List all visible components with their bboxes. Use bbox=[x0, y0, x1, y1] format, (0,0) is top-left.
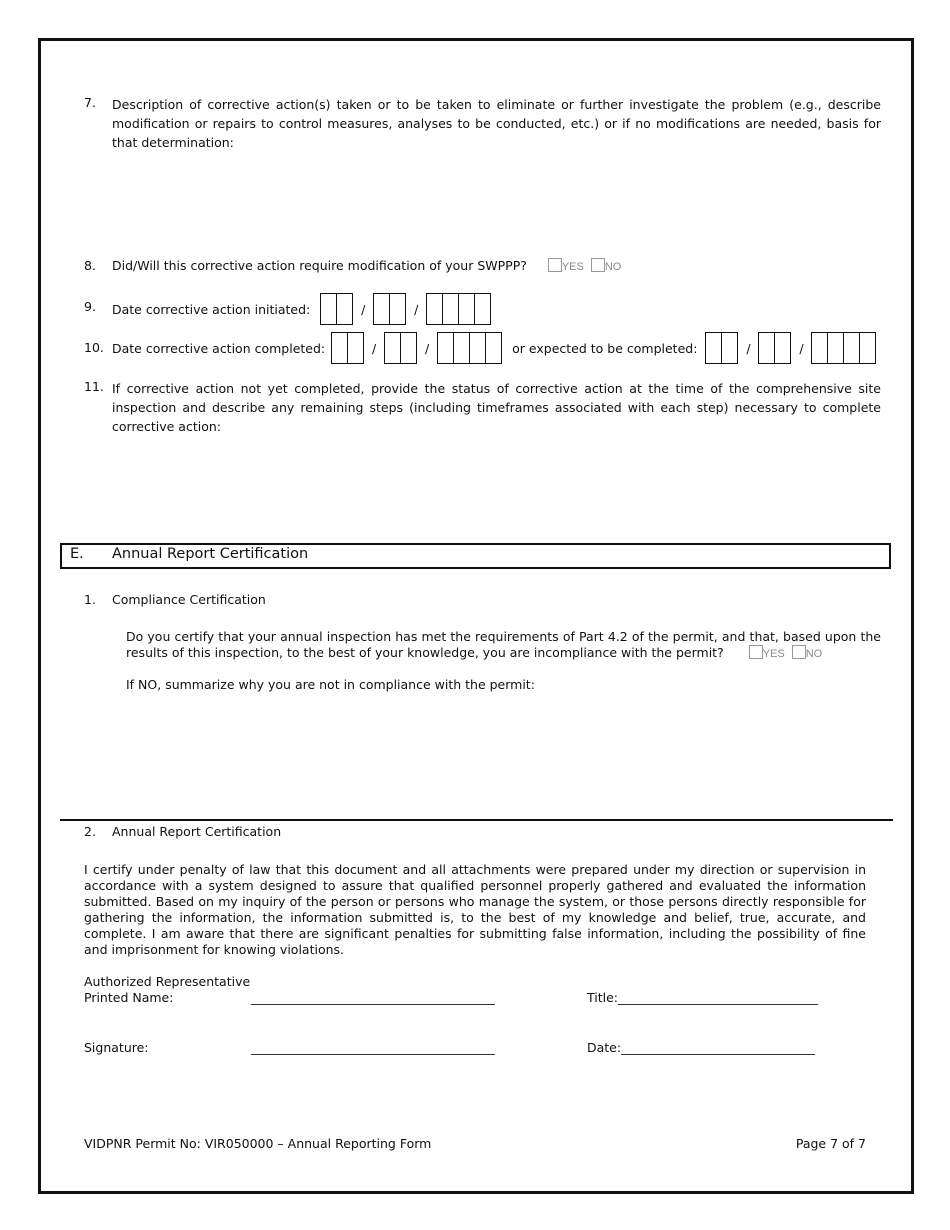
compliance-yes-checkbox[interactable] bbox=[749, 645, 763, 659]
compliance-title: Compliance Certification bbox=[112, 592, 266, 607]
item-11-text: If corrective action not yet completed, provide the status of corrective action at the time of the comprehensive site inspection and describe any remaining steps (including timeframes associated with each step) necessary to complete corrective action: bbox=[112, 381, 881, 434]
item-7-text: Description of corrective action(s) taken or to be taken to eliminate or further investigate the problem (e.g., describe modification or repairs to control measures, analyses to be conducted, etc.) or if no modifications are needed, basis for that determination: bbox=[112, 97, 881, 150]
initiated-day-input[interactable] bbox=[373, 293, 406, 325]
title-field[interactable]: Title:________________________________ bbox=[587, 990, 818, 1005]
date-field[interactable]: Date:_______________________________ bbox=[587, 1040, 815, 1055]
signature-field[interactable]: _______________________________________ bbox=[251, 1040, 495, 1055]
certification-title: Annual Report Certification bbox=[112, 824, 282, 839]
footer-page-number: Page 7 of 7 bbox=[795, 1136, 866, 1151]
date-separator: / bbox=[799, 340, 804, 356]
completed-year-input[interactable] bbox=[437, 332, 502, 364]
signature-label: Signature: bbox=[84, 1040, 149, 1055]
yes-label: YES bbox=[561, 261, 584, 273]
item-8-text: Did/Will this corrective action require modification of your SWPPP? bbox=[112, 258, 527, 273]
item-10-row bbox=[112, 332, 876, 364]
no-label: NO bbox=[604, 261, 622, 273]
expected-year-input[interactable] bbox=[811, 332, 876, 364]
date-separator: / bbox=[414, 301, 419, 317]
footer-permit: VIDPNR Permit No: VIR050000 – Annual Reporting Form bbox=[84, 1136, 432, 1151]
compliance-no-checkbox[interactable] bbox=[792, 645, 806, 659]
item-9-text: Date corrective action initiated: bbox=[112, 301, 311, 317]
compliance-if-no: If NO, summarize why you are not in compliance with the permit: bbox=[126, 677, 535, 692]
printed-name-field[interactable]: _______________________________________ bbox=[251, 990, 495, 1005]
yes-label: YES bbox=[762, 648, 785, 660]
rep-label: Authorized Representative bbox=[84, 974, 251, 989]
certification-number: 2. bbox=[84, 824, 96, 839]
swppp-yes-checkbox[interactable] bbox=[548, 258, 562, 272]
item-10-number: 10. bbox=[84, 340, 104, 355]
item-8-number: 8. bbox=[84, 258, 96, 273]
page-frame bbox=[38, 38, 914, 1194]
expected-month-input[interactable] bbox=[705, 332, 738, 364]
swppp-no-checkbox[interactable] bbox=[591, 258, 605, 272]
item-8-row bbox=[112, 258, 621, 273]
compliance-question bbox=[126, 629, 881, 662]
section-e-header bbox=[60, 543, 891, 569]
compliance-number: 1. bbox=[84, 592, 96, 607]
expected-completion-text: or expected to be completed: bbox=[512, 340, 698, 356]
completed-day-input[interactable] bbox=[384, 332, 417, 364]
date-separator: / bbox=[746, 340, 751, 356]
item-9-row bbox=[112, 293, 491, 325]
divider bbox=[60, 819, 893, 821]
compliance-question-text: Do you certify that your annual inspection has met the requirements of Part 4.2 of the permit, and that, based upon the results of this inspection, to the best of your knowledge, you are incompliance with the permit? bbox=[126, 629, 881, 660]
initiated-month-input[interactable] bbox=[320, 293, 353, 325]
date-separator: / bbox=[372, 340, 377, 356]
printed-name-label: Printed Name: bbox=[84, 990, 174, 1005]
item-10-text: Date corrective action completed: bbox=[112, 340, 326, 356]
item-7-number: 7. bbox=[84, 95, 96, 110]
item-9-number: 9. bbox=[84, 299, 96, 314]
initiated-year-input[interactable] bbox=[426, 293, 491, 325]
section-e-letter: E. bbox=[70, 546, 84, 562]
section-e-title: Annual Report Certification bbox=[112, 546, 309, 562]
completed-month-input[interactable] bbox=[331, 332, 364, 364]
no-label: NO bbox=[805, 648, 823, 660]
expected-day-input[interactable] bbox=[758, 332, 791, 364]
date-separator: / bbox=[425, 340, 430, 356]
certification-statement: I certify under penalty of law that this document and all attachments were prepared under my direction or supervision in accordance with a system designed to assure that qualified personnel properly gathered and evaluated the information submitted. Based on my inquiry of the person or persons who manage the system, or those persons directly responsible for gathering the information, the information submitted is, to the best of my knowledge and belief, true, accurate, and complete. I am aware that there are significant penalties for submitting false information, including the possibility of fine and imprisonment for knowing violations. bbox=[84, 862, 866, 957]
date-separator: / bbox=[361, 301, 366, 317]
item-11-number: 11. bbox=[84, 379, 104, 394]
